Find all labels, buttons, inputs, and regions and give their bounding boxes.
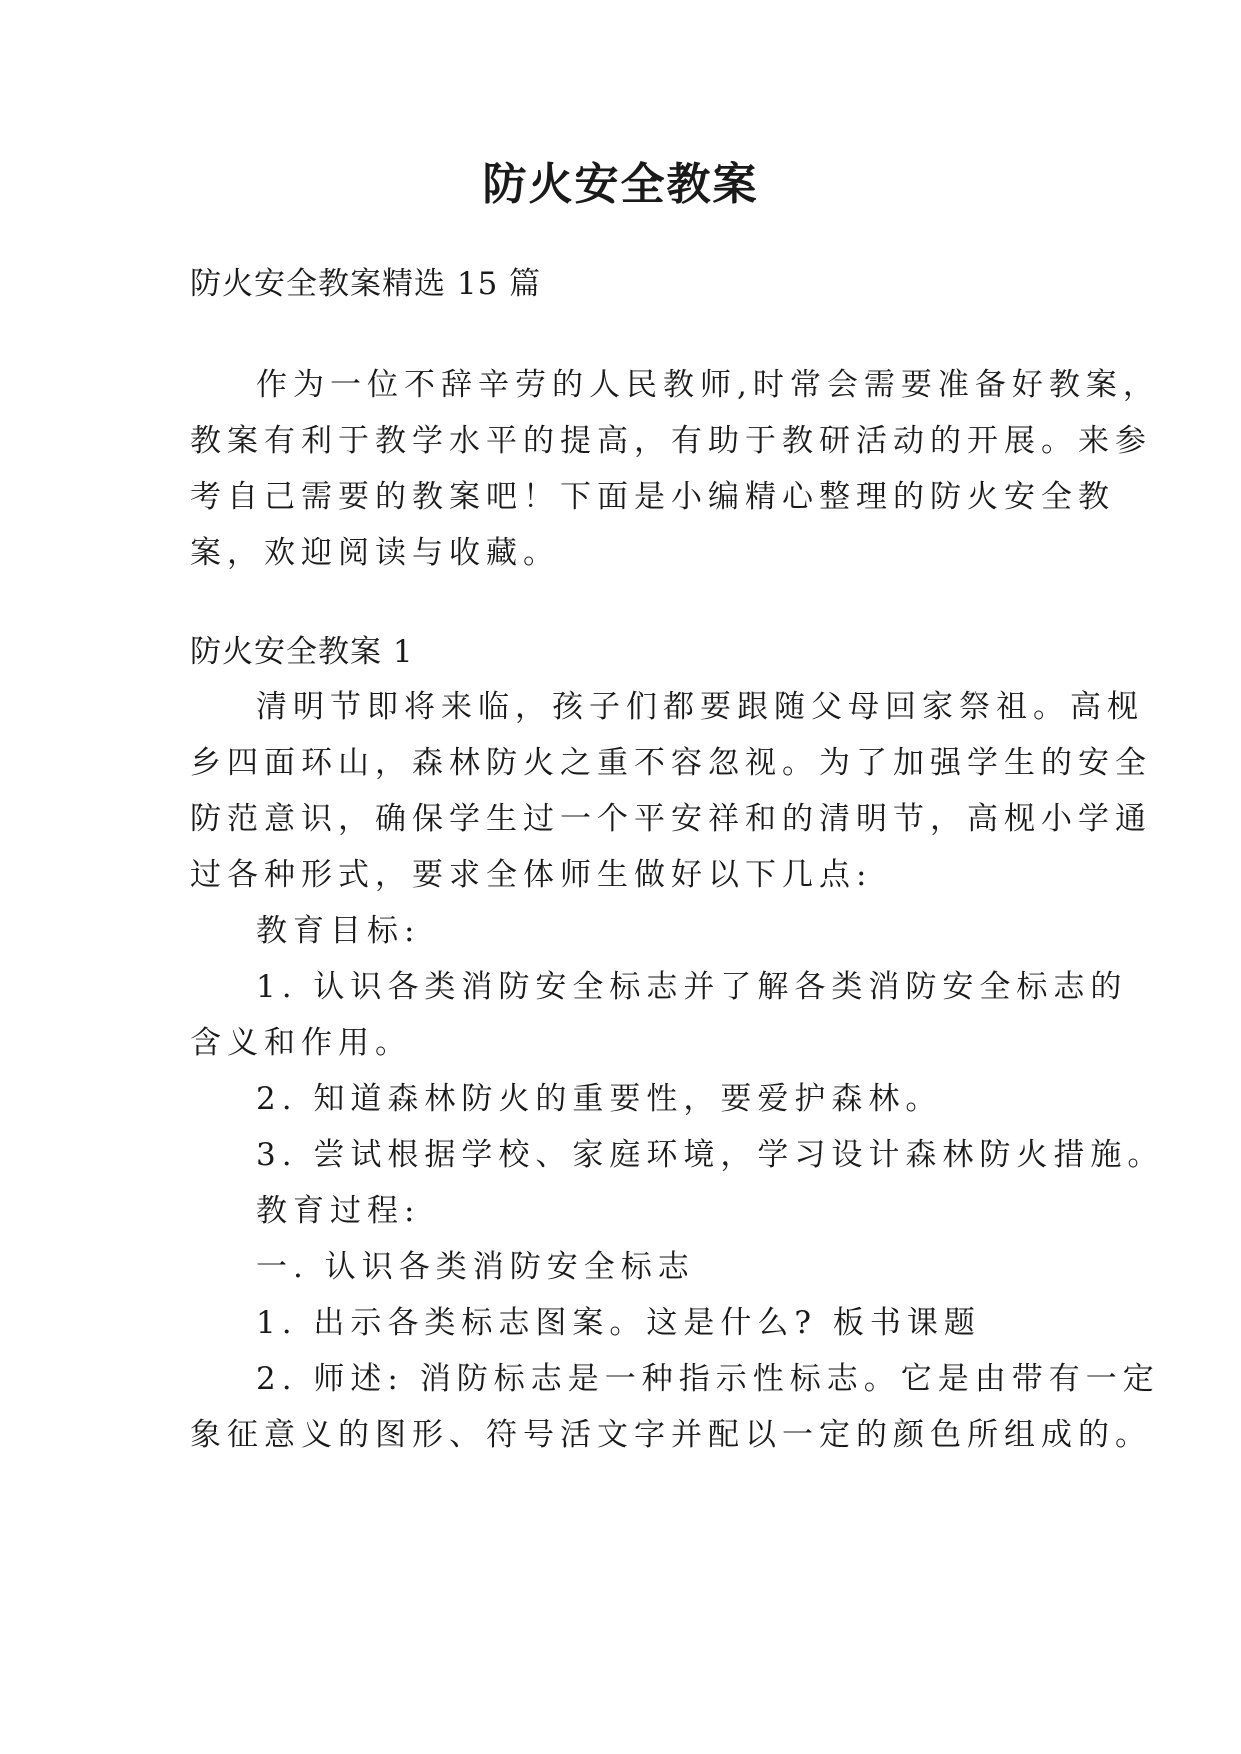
section-heading: 防火安全教案 1 (190, 634, 414, 670)
goals-label: 教育目标: (256, 913, 421, 949)
step-title: 一. 认识各类消防安全标志 (256, 1249, 695, 1285)
intro-line: 考自己需要的教案吧！下面是小编精心整理的防火安全教 (190, 479, 1115, 515)
step-line: 2. 师述: 消防标志是一种指示性标志。它是由带有一定 (256, 1361, 1160, 1397)
paragraph-line: 过各种形式，要求全体师生做好以下几点: (190, 857, 873, 893)
step-line: 象征意义的图形、符号活文字并配以一定的颜色所组成的。 (190, 1417, 1152, 1453)
goal-line: 含义和作用。 (190, 1025, 412, 1061)
intro-line: 教案有利于教学水平的提高，有助于教研活动的开展。来参 (190, 423, 1152, 459)
goal-line: 1. 认识各类消防安全标志并了解各类消防安全标志的 (256, 969, 1128, 1005)
paragraph-line: 防范意识，确保学生过一个平安祥和的清明节，高枧小学通 (190, 801, 1152, 837)
step-item: 1. 出示各类标志图案。这是什么? 板书课题 (256, 1305, 981, 1341)
paragraph-line: 乡四面环山，森林防火之重不容忽视。为了加强学生的安全 (190, 745, 1152, 781)
goal-item: 3. 尝试根据学校、家庭环境，学习设计森林防火措施。 (256, 1137, 1165, 1173)
intro-line: 案，欢迎阅读与收藏。 (190, 535, 560, 571)
paragraph-line: 清明节即将来临，孩子们都要跟随父母回家祭祖。高枧 (256, 689, 1144, 725)
document-title: 防火安全教案 (482, 159, 759, 210)
process-label: 教育过程: (256, 1193, 421, 1229)
intro-line: 作为一位不辞辛劳的人民教师,时常会需要准备好教案， (256, 367, 1160, 403)
goal-item: 2. 知道森林防火的重要性，要爱护森林。 (256, 1081, 943, 1117)
document-subtitle: 防火安全教案精选 15 篇 (190, 266, 542, 302)
